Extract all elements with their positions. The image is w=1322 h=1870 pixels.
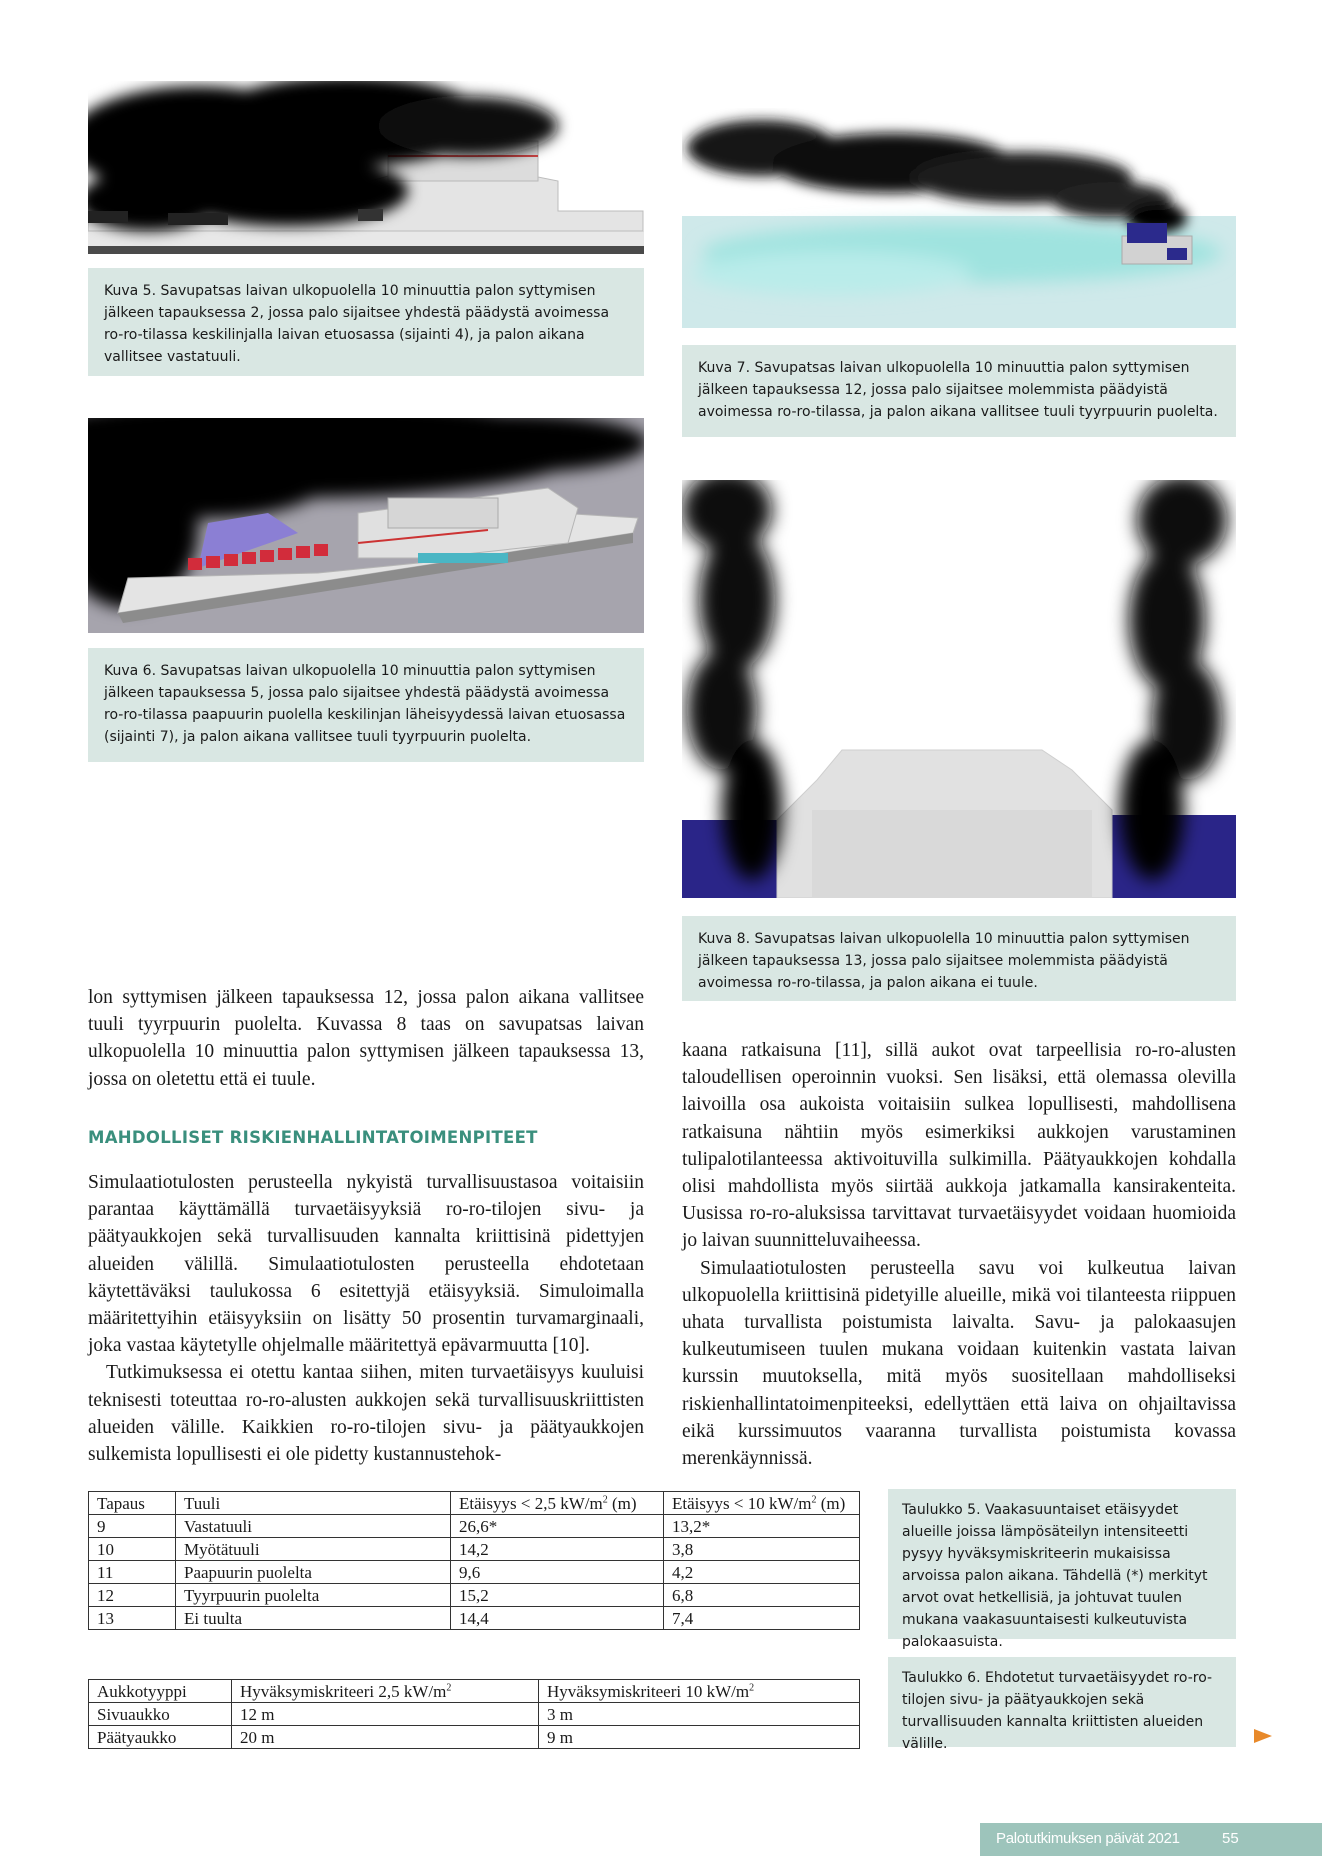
header-criterion-10: Hyväksymiskriteeri 10 $kW/m^2$	[539, 1680, 860, 1703]
paragraph-risk-2: Tutkimuksessa ei otettu kantaa siihen, miten turvaetäisyys kuuluisi teknisesti toteuttaa ro-ro-alusten aukkojen sekä turvallisuuskriittisten alueiden välille. Kaikkien ro-ro-tilojen sivu- ja päätyaukkojen sulkemista lopullisesti ei ole pidetty kustannustehok-	[88, 1362, 644, 1466]
table-header-row	[89, 1492, 860, 1515]
table-row: 10 Myötätuuli 14,2 3,8	[89, 1538, 860, 1561]
figure-5-image	[88, 81, 644, 254]
table-row: 12 Tyyrpuurin puolelta 15,2 6,8	[89, 1584, 860, 1607]
left-column-body	[88, 1169, 644, 1468]
figure-6-caption: Kuva 6. Savupatsas laivan ulkopuolella 10 minuuttia palon syttymisen jälkeen tapauksessa 5, jossa palo sijaitsee yhdestä päädystä avoimessa ro-ro-tilassa paapuurin puolella keskilinjan läheisyydessä laivan etuosassa (sijainti 7), ja palon aikana vallitsee tuuli tyyrpuurin puolelta.	[88, 648, 644, 762]
table-row: Päätyaukko 20 m 9 m	[89, 1726, 860, 1749]
paragraph-right-2: Simulaatiotulosten perusteella savu voi kulkeutua laivan ulkopuolella kriittisinä pidetyille alueille, mikä voi tilanteesta riippuen uhata turvallista poistumista laivalta. Savu- ja palokaasujen kulkeutumiseen tuulen mukana voidaan kuitenkin vastata laivan kurssin muutoksella, mitä myös suositellaan mahdolliseksi riskienhallintatoimenpiteeksi, edellyttäen että laiva on ohjailtavissa eikä kurssimuutos vaaranna turvallista poistumista kovassa merenkäynnissä.	[682, 1257, 1236, 1470]
table-6-caption: Taulukko 6. Ehdotetut turvaetäisyydet ro-ro-tilojen sivu- ja päätyaukkojen sekä turvallisuuden kannalta kriittisten alueiden välille.	[888, 1657, 1236, 1747]
paragraph-risk-1: Simulaatiotulosten perusteella nykyistä turvallisuustasoa voitaisiin parantaa käyttämällä turvaetäisyyksiä ro-ro-tilojen sivu- ja päätyaukkojen sekä turvallisuuden kannalta kriittisinä pidettyjen alueiden välillä. Simulaatiotulosten perusteella ehdotetaan käytettäväksi taulukossa 6 esitettyjä etäisyyksiä. Simuloimalla määritettyihin etäisyyksiin on lisätty 50 prosentin turvamarginaali, joka vastaa käytetylle ohjelmalle määritettyä epävarmuutta [10].	[88, 1172, 644, 1357]
header-distance-2-5: Etäisyys < 2,5 $kW/m^2$ (m)	[451, 1492, 664, 1515]
table-6	[88, 1679, 860, 1749]
paragraph-continuation: lon syttymisen jälkeen tapauksessa 12, jossa palon aikana vallitsee tuuli tyyrpuurin puolelta. Kuvassa 8 taas on savupatsas laivan ulkopuolella 10 minuuttia palon syttymisen jälkeen tapauksessa 13, jossa on oletettu että ei tuule.	[88, 987, 644, 1090]
footer-title: Palotutkimuksen päivät 2021	[996, 1830, 1180, 1847]
table-row: Sivuaukko 12 m 3 m	[89, 1703, 860, 1726]
left-column-intro	[88, 984, 644, 1093]
header-wind: Tuuli	[176, 1492, 451, 1515]
figure-6-image	[88, 418, 644, 633]
right-column-body	[682, 1037, 1236, 1472]
table-row: 9 Vastatuuli 26,6* 13,2*	[89, 1515, 860, 1538]
figure-8-image	[682, 480, 1236, 898]
footer-bar	[980, 1823, 1322, 1856]
table-row: 13 Ei tuulta 14,4 7,4	[89, 1607, 860, 1630]
continue-arrow-icon	[1254, 1729, 1272, 1743]
table-header-row	[89, 1680, 860, 1703]
table-row: 11 Paapuurin puolelta 9,6 4,2	[89, 1561, 860, 1584]
header-criterion-2-5: Hyväksymiskriteeri 2,5 $kW/m^2$	[232, 1680, 539, 1703]
figure-7-caption: Kuva 7. Savupatsas laivan ulkopuolella 10 minuuttia palon syttymisen jälkeen tapauksessa 12, jossa palo sijaitsee molemmista päädyistä avoimessa ro-ro-tilassa, ja palon aikana vallitsee tuuli tyyrpuurin puolelta.	[682, 345, 1236, 437]
header-case: Tapaus	[89, 1492, 176, 1515]
paragraph-right-1: kaana ratkaisuna [11], sillä aukot ovat tarpeellisia ro-ro-alusten taloudellisen operoinnin vuoksi. Sen lisäksi, että olemassa olevilla laivoilla osa aukoista voitaisiin sulkea lopullisesti, mahdollisena ratkaisuna nähtiin myös esimerkiksi aukkojen varustaminen tulipalotilanteessa aktivoituvilla sulkimilla. Päätyaukkojen kohdalla olisi mahdollista myös siirtää aukkoja jatkamalla kansirakenteita. Uusissa ro-ro-aluksissa tarvittavat turvaetäisyydet voidaan huomioida jo laivan suunnitteluvaiheessa.	[682, 1040, 1236, 1252]
header-distance-10: Etäisyys < 10 $kW/m^2$ (m)	[664, 1492, 860, 1515]
figure-7-image	[682, 108, 1236, 328]
figure-5-caption: Kuva 5. Savupatsas laivan ulkopuolella 10 minuuttia palon syttymisen jälkeen tapauksessa 2, jossa palo sijaitsee yhdestä päädystä avoimessa ro-ro-tilassa keskilinjalla laivan etuosassa (sijainti 4), ja palon aikana vallitsee vastatuuli.	[88, 268, 644, 376]
figure-8-caption: Kuva 8. Savupatsas laivan ulkopuolella 10 minuuttia palon syttymisen jälkeen tapauksessa 13, jossa palo sijaitsee molemmista päädyistä avoimessa ro-ro-tilassa, ja palon aikana ei tuule.	[682, 916, 1236, 1001]
section-heading: MAHDOLLISET RISKIENHALLINTATOIMENPITEET	[88, 1128, 538, 1147]
page-number: 55	[1222, 1830, 1239, 1847]
table-5	[88, 1491, 860, 1630]
table-5-caption: Taulukko 5. Vaakasuuntaiset etäisyydet alueille joissa lämpösäteilyn intensiteetti pysyy hyväksymiskriteerin mukaisissa arvoissa palon aikana. Tähdellä (*) merkityt arvot ovat hetkellisiä, ja johtuvat tuulen mukana vaakasuuntaisesti kulkeutuvista palokaasuista.	[888, 1489, 1236, 1639]
header-opening-type: Aukkotyyppi	[89, 1680, 232, 1703]
